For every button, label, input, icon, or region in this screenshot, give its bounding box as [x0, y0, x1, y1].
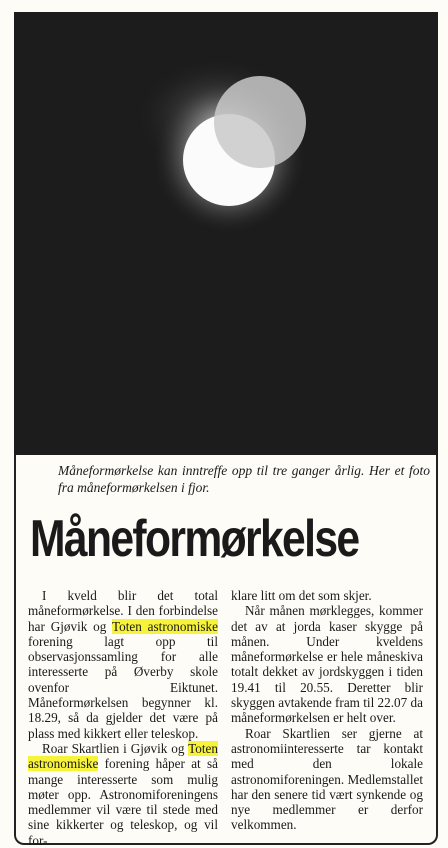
eclipse-photo — [14, 12, 438, 455]
highlighted-text: Toten astronomiske — [111, 618, 218, 634]
article-column-1 — [28, 588, 218, 848]
paragraph: Roar Skartlien i Gjøvik og Toten astronomiske forening håper at så mange interesserte som mulig møter opp. Astronomiforeningens medlemmer vil være til stede med sine kikkerter og teleskop, og vil for- — [28, 740, 218, 848]
paragraph: Når månen mørklegges, kommer det av at jorda kaser skygge på månen. Under kveldens måneformørkelse er hele måneskiva totalt dekket av jordskyggen i tiden 19.41 til 20.55. Deretter blir skyggen avtakende fram til 22.07 da måneformørkelsen er helt over. — [231, 603, 423, 726]
paragraph: klare litt om det som skjer. — [231, 588, 372, 603]
photo-caption: Måneformørkelse kan inntreffe opp til tre ganger årlig. Her et foto fra måneformørkelsen i fjor. — [58, 463, 430, 495]
headline: Måneformørkelse — [30, 510, 359, 568]
paragraph: Roar Skartlien ser gjerne at astronomiinteresserte tar kontakt med den lokale astronomiforeningen. Medlemstallet har den senere tid vært synkende og nye medlemmer er derfor velkommen. — [231, 725, 423, 833]
paragraph: I kveld blir det total måneformørkelse. I den forbindelse har Gjøvik og Toten astronomiske forening lagt opp til observasjonssamling for alle interesserte på Øverby skole ovenfor Eiktunet. Måneformørkelsen begynner kl. 18.29, så da gjelder det være på plass med kikkert eller teleskop. — [28, 588, 218, 741]
earth-shadow — [214, 76, 306, 168]
highlighted-text: Toten astronomiske — [28, 740, 218, 772]
article-column-2 — [231, 588, 423, 833]
